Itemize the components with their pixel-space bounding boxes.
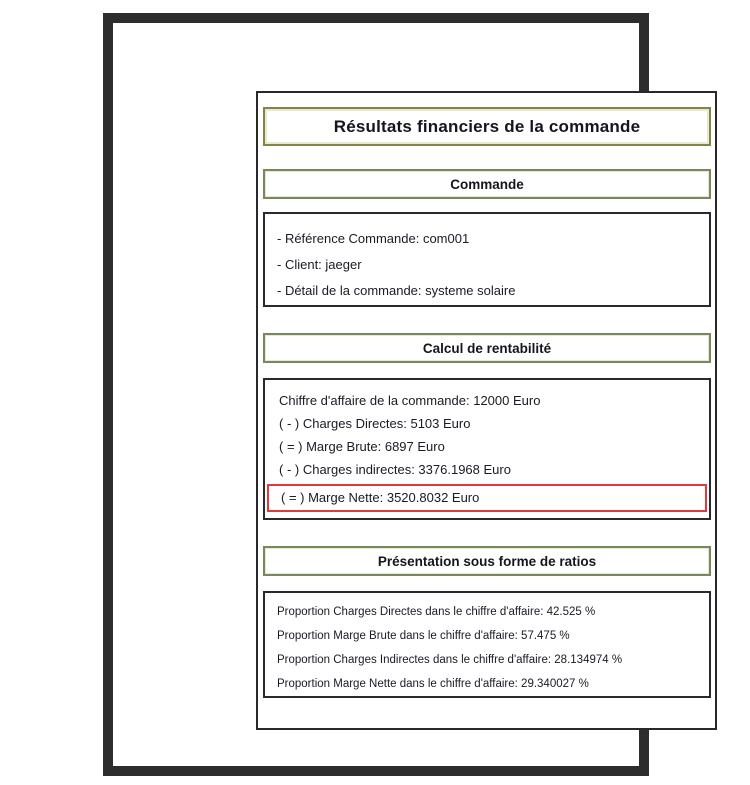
ratio-marge-nette-line: Proportion Marge Nette dans le chiffre d'affaire: 29.340027 % — [277, 678, 589, 690]
section-header-rentabilite — [263, 333, 711, 363]
chiffre-affaire-line: Chiffre d'affaire de la commande: 12000 Euro — [279, 393, 541, 408]
charges-indirectes-line: ( - ) Charges indirectes: 3376.1968 Euro — [279, 462, 511, 477]
section-header-ratios — [263, 546, 711, 576]
commande-detail-line: - Détail de la commande: systeme solaire — [277, 283, 516, 298]
section-header-ratios-label: Présentation sous forme de ratios — [377, 553, 597, 569]
report-title-box — [263, 107, 711, 146]
report-page — [256, 91, 717, 730]
section-header-commande-label: Commande — [450, 176, 524, 192]
ratio-charges-directes-line: Proportion Charges Directes dans le chiffre d'affaire: 42.525 % — [277, 606, 596, 618]
ratio-marge-brute-line: Proportion Marge Brute dans le chiffre d'affaire: 57.475 % — [277, 630, 570, 642]
marge-brute-line: ( = ) Marge Brute: 6897 Euro — [279, 439, 445, 454]
rentabilite-details-box — [263, 378, 711, 520]
report-window-frame — [103, 13, 649, 776]
commande-client-line: - Client: jaeger — [277, 257, 362, 272]
commande-reference-line: - Référence Commande: com001 — [277, 231, 470, 246]
marge-nette-line: ( = ) Marge Nette: 3520.8032 Euro — [281, 490, 480, 505]
ratio-charges-indirectes-line: Proportion Charges Indirectes dans le chiffre d'affaire: 28.134974 % — [277, 654, 623, 666]
section-header-commande — [263, 169, 711, 199]
marge-nette-highlight-box — [267, 484, 707, 512]
charges-directes-line: ( - ) Charges Directes: 5103 Euro — [279, 416, 471, 431]
commande-details-box — [263, 212, 711, 307]
report-title: Résultats financiers de la commande — [333, 116, 641, 136]
ratios-details-box — [263, 591, 711, 698]
section-header-rentabilite-label: Calcul de rentabilité — [422, 340, 552, 356]
